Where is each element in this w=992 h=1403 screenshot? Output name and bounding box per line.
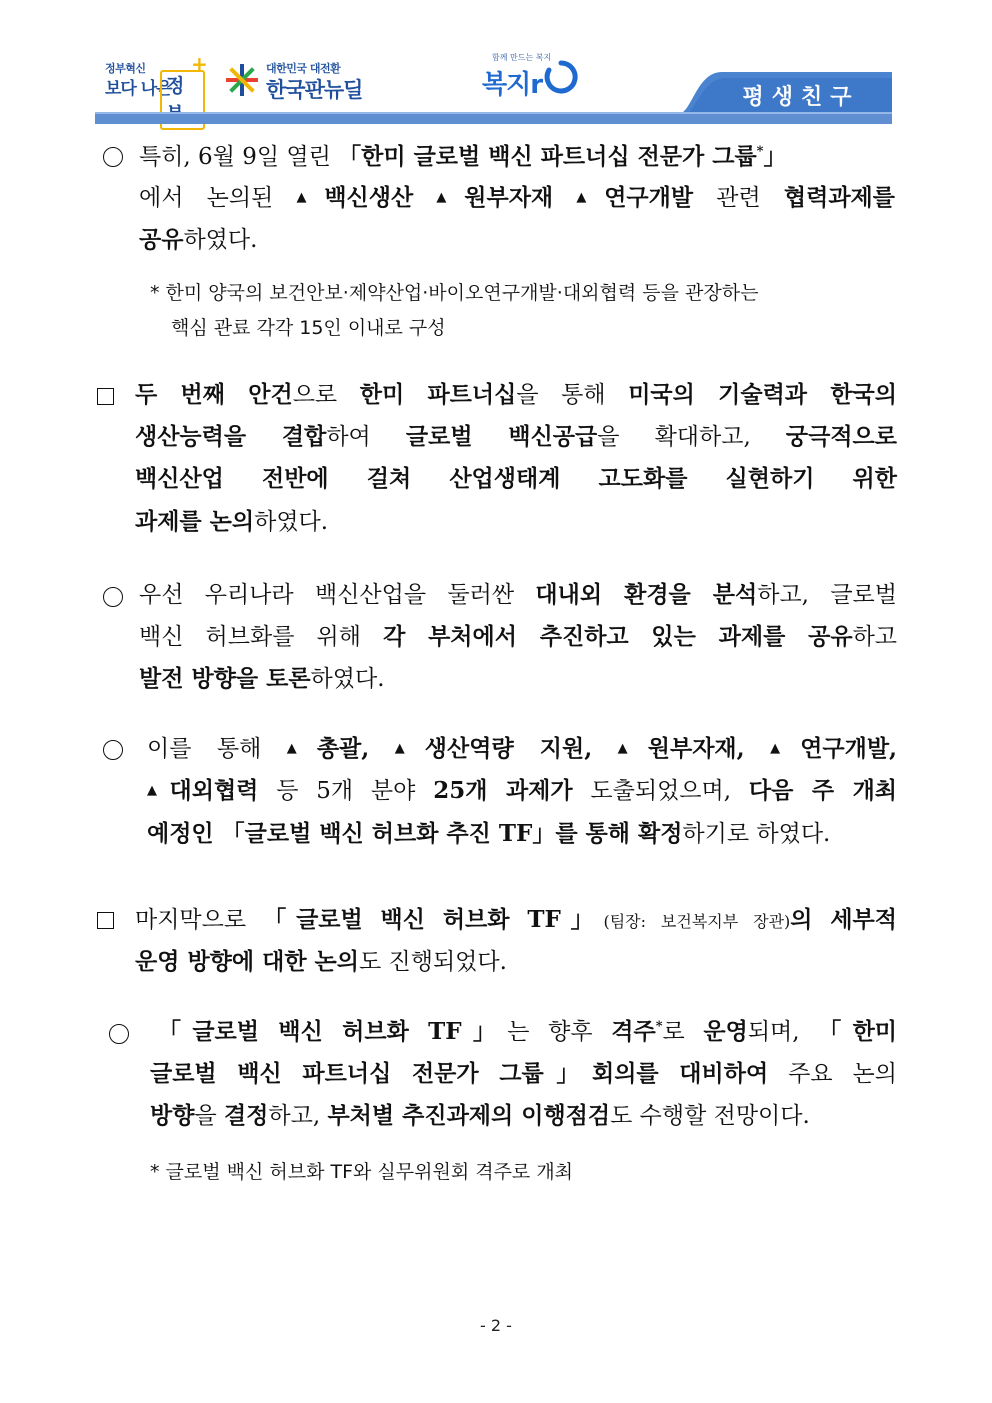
p4-line3: 예정인 「글로벌 백신 허브화 추진 TF」를 통해 확정하기로 하였다. [147, 820, 831, 847]
logo1-caption: 정부혁신 [105, 62, 146, 75]
p2-line2: 생산능력을 결합하여 글로벌 백신공급을 확대하고, 궁극적으로 [135, 423, 897, 450]
square-bullet-icon [97, 388, 114, 405]
korean-new-deal-logo [224, 58, 374, 106]
circle-bullet-icon [103, 587, 123, 607]
bokjiro-logo [482, 52, 582, 108]
logo3-caption: 함께 만드는 복지 [492, 53, 552, 62]
p6-line3: 방향을 결정하고, 부처별 추진과제의 이행점검도 수행할 전망이다. [150, 1102, 810, 1129]
logo2-caption: 대한민국 대전환 [266, 62, 341, 75]
logo1-boxed-text: 정 [160, 70, 205, 130]
banner-title: 평생친구 [742, 85, 860, 110]
p2-line1: 두 번째 안건으로 한미 파트너십을 통해 미국의 기술력과 한국의 [135, 381, 897, 408]
plus-icon: + [191, 52, 208, 76]
p1-line1: 특히, 6월 9일 열린 「한미 글로벌 백신 파트너십 전문가 그룹*」 [139, 143, 787, 170]
p4-line1: 이를 통해 ▲총괄, ▲생산역량 지원, ▲원부자재, ▲연구개발, [147, 735, 898, 762]
new-deal-star-icon [224, 62, 260, 98]
p6-line2: 글로벌 백신 파트너십 전문가 그룹」회의를 대비하여 주요 논의 [150, 1060, 897, 1087]
footnote-2: * 글로벌 백신 허브화 TF와 실무위원회 격주로 개최 [150, 1161, 574, 1183]
ring-icon [544, 60, 578, 94]
footnote-1-line1: * 한미 양국의 보건안보·제약산업·바이오연구개발·대외협력 등을 관장하는 [150, 282, 759, 304]
circle-bullet-icon [109, 1024, 129, 1044]
page-header [0, 0, 992, 125]
logo3-text: 복지r [482, 70, 543, 100]
p5-line1: 마지막으로 「글로벌 백신 허브화 TF」(팀장: 보건복지부 장관)의 세부적 [135, 906, 897, 933]
p2-line4: 과제를 논의하였다. [135, 508, 329, 535]
p2-line3: 백신산업 전반에 걸쳐 산업생태계 고도화를 실현하기 위한 [135, 465, 897, 492]
logo1-text: 보다 나은 [105, 79, 172, 99]
footnote-1-line2: 핵심 관료 각각 15인 이내로 구성 [171, 317, 446, 339]
p3-line2: 백신 허브화를 위해 각 부처에서 추진하고 있는 과제를 공유하고 [139, 623, 897, 650]
header-divider [95, 112, 892, 124]
p1-line3: 공유하였다. [139, 226, 258, 253]
circle-bullet-icon [103, 740, 123, 760]
p5-line2: 운영 방향에 대한 논의도 진행되었다. [135, 948, 507, 975]
p4-line2: ▲대외협력 등 5개 분야 25개 과제가 도출되었으며, 다음 주 개최 [147, 777, 898, 804]
government-innovation-logo [105, 52, 208, 106]
p6-line1: 「글로벌 백신 허브화 TF」는 향후 격주*로 운영되며, 「한미 [158, 1018, 897, 1045]
logo2-text: 한국판뉴딜 [266, 78, 363, 102]
p1-line2: 에서 논의된 ▲백신생산 ▲원부자재 ▲연구개발 관련 협력과제를 [139, 184, 895, 211]
p3-line1: 우선 우리나라 백신산업을 둘러싼 대내외 환경을 분석하고, 글로벌 [139, 581, 897, 608]
square-bullet-icon [97, 912, 114, 929]
circle-bullet-icon [103, 147, 123, 167]
page-number: - 2 - [480, 1316, 512, 1335]
p3-line3: 발전 방향을 토론하였다. [139, 665, 385, 692]
